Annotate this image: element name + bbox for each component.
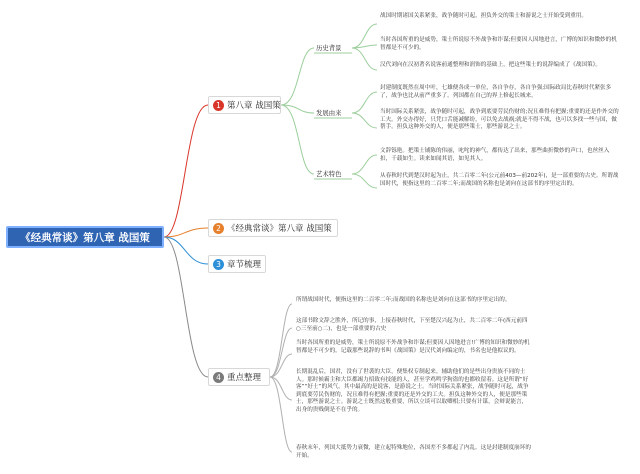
- leaf-key-1: 所谓战国时代，便指这里的二百零二年;而战国的名称也是刘向在这部书的序里定出的。: [296, 297, 511, 303]
- branch-key-points[interactable]: [208, 368, 270, 386]
- leaf-history-2: 当时各国所重的是威势，策士所说原不外战争和诈谋;但要因人因地进言，广博的知识和微妙的机智都是不可少的。: [380, 37, 617, 51]
- branch-chapter-8[interactable]: [208, 96, 281, 114]
- branch-classic-talks[interactable]: [208, 219, 338, 237]
- branch-number-badge: 4: [213, 372, 224, 383]
- subtopic-history[interactable]: 历史背景: [316, 44, 342, 52]
- branch-label: 《经典常谈》第八章 战国策: [227, 224, 332, 234]
- leaf-key-2: 这部书除文辞之胜外，所记的事，上接春秋时代，下至楚汉兴起为止，共二百零二年(西元前四○三至前○二)，也是一部重要的古史: [296, 318, 528, 332]
- branch-number-badge: 3: [213, 259, 224, 270]
- subtopic-origin[interactable]: 发展由来: [316, 109, 342, 117]
- leaf-history-3: 汉代刘向在汉初著名说客前通整理和润饰的基础上，把这些策士的说辞编成了《战国策》。: [380, 62, 601, 68]
- leaf-key-3: 当时各国所重的是威势，策士所说原不外战争和诈谋;但要因人因地进言!广博的知识和微妙的机智都是不可少的。记载那些说辞的书叫《战国策》是汉代刘向编定的，书名也是他拟议的。: [296, 340, 530, 354]
- leaf-art-2: 从春秋时代到楚汉时起为止，共二百零二年(公元前403—前202年)，是一部重要的古史。所谓战国时代，便指这里的二百零二年;而战国的名称也是刘向在这部书的序里定出的。: [380, 173, 619, 187]
- leaf-key-5: 春秋末年，列国大抵势力衰微，建立起特殊地位，各国差不多都起了内乱。这是封建制度崩坏的开始。: [296, 445, 531, 459]
- leaf-key-4: 长期混乱后，国君，没有了世袭的大臣，便集权专制起来。辅助他们的是些出身贵族不同的士人。那时候霸主和大臣都竭力招致有技能的人，甚至学鸡鸣学狗盗的也都收留着。这是所谓“好客”“好士”的风气。其中最高的是说客，是游说之士。当时国际关系紧张，战争随时可起，战争到底要劳民伤财的，况且难得有把握;重要的还是外交的工夫。担负这种外交的人，便是那些策士，那些游说之士。游说之士既然这般重要，所以立谈可以取卿相;只要有计谋，会辩说能言，出身的贵贱倒是不在乎的。: [296, 369, 529, 413]
- leaf-art-1: 文辞铄艳。把策士铺陈的伟丽，叱咤的神气，都传达了出来，那些曲折微妙的声口，也丝丝入扣，千载如生。读来如闻其语，如见其人。: [380, 148, 610, 162]
- branch-label: 章节梳理: [227, 260, 262, 270]
- root-title: 《经典常谈》第八章 战国策: [20, 231, 150, 244]
- branch-label: 第八章 战国策: [227, 101, 281, 111]
- subtopic-art[interactable]: 艺术特色: [316, 170, 342, 178]
- branch-number-badge: 1: [213, 100, 224, 111]
- leaf-origin-1: 封建制度既然在周中叶，七雄便各成一单位，各自争存，各自争强;国际政局比春秋时代紧张多了，战争也比从前严重多了。列国都在自己的界上修起长城来。: [380, 85, 612, 99]
- branch-chapter-outline[interactable]: [208, 255, 266, 273]
- root-node[interactable]: [6, 226, 164, 248]
- branch-number-badge: 2: [213, 223, 224, 234]
- leaf-origin-2: 当时国际关系紧张，战争随时可起，战争到底要劳民伤财的;况且难得有把握;重要的还是作外交的工夫。外交办得好，只凭口舌能减解纷，可以免去战祸;就是不得不战，也可以多找一些与国，做帮手。担负这种外交的人，便是那些策士，那些游说之士。: [380, 109, 619, 131]
- branch-label: 重点整理: [227, 373, 262, 383]
- leaf-history-1: 战国时期诸国关系紧张，战争随时可起，担负外交的策士和游说之士开始受到重用。: [380, 13, 587, 19]
